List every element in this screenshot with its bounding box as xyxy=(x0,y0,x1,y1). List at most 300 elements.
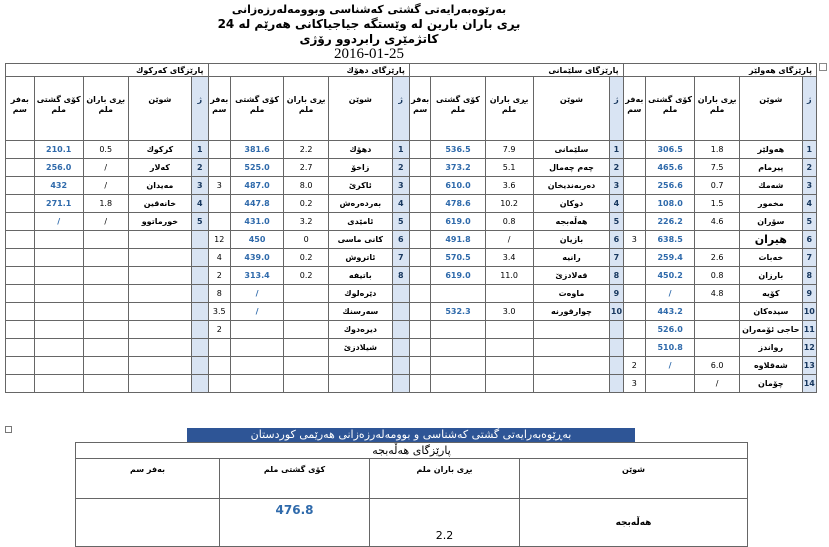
rain-cell: 0.7 xyxy=(695,177,740,195)
rainfall-sheet xyxy=(5,63,817,393)
total-cell: 570.5 xyxy=(431,249,485,267)
empty-cell xyxy=(533,339,610,357)
empty-cell xyxy=(431,375,485,393)
snow-cell xyxy=(623,249,645,267)
halabja-total: 476.8 xyxy=(220,499,370,547)
total-cell xyxy=(646,375,695,393)
empty-cell xyxy=(83,249,128,267)
total-cell: 491.8 xyxy=(431,231,485,249)
snow-cell xyxy=(409,195,430,213)
province-header: پارێزگای كەركوك xyxy=(6,64,209,77)
empty-cell xyxy=(485,339,533,357)
table-row xyxy=(6,357,817,375)
row-number: 10 xyxy=(610,303,623,321)
snow-cell xyxy=(6,195,35,213)
row-number xyxy=(392,303,409,321)
place-cell: ئاتروش xyxy=(329,249,392,267)
empty-cell xyxy=(610,375,623,393)
snow-cell xyxy=(623,213,645,231)
snow-header: بەفر سم xyxy=(6,77,35,141)
table-row xyxy=(6,231,817,249)
table-row xyxy=(6,285,817,303)
empty-cell xyxy=(192,357,208,375)
total-cell: 450 xyxy=(230,231,283,249)
place-cell: پیرمام xyxy=(740,159,802,177)
total-header: كۆی گشتی ملم xyxy=(230,77,283,141)
total-header: كۆی گشتی ملم xyxy=(34,77,83,141)
total-cell: 306.5 xyxy=(646,141,695,159)
column-header-row xyxy=(6,77,817,141)
row-number: 3 xyxy=(610,177,623,195)
rain-cell xyxy=(485,285,533,303)
total-cell: 108.0 xyxy=(646,195,695,213)
num-header: ژ xyxy=(392,77,409,141)
empty-cell xyxy=(6,285,35,303)
halabja-snow xyxy=(76,499,220,547)
empty-cell xyxy=(83,375,128,393)
snow-cell xyxy=(409,159,430,177)
rain-cell: / xyxy=(695,375,740,393)
report-title: بەرێوەبەرایەتی گشتی کەشناسی وبوومەلەرزەزانی xyxy=(231,3,507,16)
rain-cell: 10.2 xyxy=(485,195,533,213)
table-row xyxy=(6,267,817,285)
empty-cell xyxy=(128,339,191,357)
rain-cell: 1.8 xyxy=(83,195,128,213)
row-number: 6 xyxy=(392,231,409,249)
place-cell: بارزان xyxy=(740,267,802,285)
rain-cell: 0.2 xyxy=(284,249,329,267)
total-cell: 432 xyxy=(34,177,83,195)
table-row xyxy=(6,159,817,177)
empty-cell xyxy=(128,249,191,267)
halabja-place-header: شوێن xyxy=(520,459,748,499)
place-cell: قەلادزێ xyxy=(533,267,610,285)
row-number: 1 xyxy=(392,141,409,159)
snow-cell xyxy=(208,213,230,231)
row-number: 13 xyxy=(802,357,816,375)
snow-cell xyxy=(623,195,645,213)
rain-cell: 0.8 xyxy=(695,267,740,285)
place-cell: خورماتوو xyxy=(128,213,191,231)
num-header: ژ xyxy=(802,77,816,141)
report-subtitle xyxy=(209,17,529,47)
empty-cell xyxy=(6,339,35,357)
snow-header: بەفر سم xyxy=(623,77,645,141)
rain-cell xyxy=(695,303,740,321)
row-number: 8 xyxy=(802,267,816,285)
row-selector-icon[interactable] xyxy=(819,63,827,71)
place-cell: بازیان xyxy=(533,231,610,249)
row-number: 9 xyxy=(610,285,623,303)
place-cell: سلێمانی xyxy=(533,141,610,159)
rain-header: بڕی باران ملم xyxy=(83,77,128,141)
rain-cell: 3.6 xyxy=(485,177,533,195)
rain-cell: 3.2 xyxy=(284,213,329,231)
row-number: 5 xyxy=(802,213,816,231)
empty-cell xyxy=(34,267,83,285)
snow-cell xyxy=(208,339,230,357)
snow-cell xyxy=(6,177,35,195)
total-cell: 373.2 xyxy=(431,159,485,177)
place-cell: سۆران xyxy=(740,213,802,231)
snow-cell xyxy=(409,285,430,303)
table-row xyxy=(6,195,817,213)
table-row xyxy=(6,321,817,339)
place-cell: چەم چەمال xyxy=(533,159,610,177)
snow-cell xyxy=(623,267,645,285)
row-number: 2 xyxy=(610,159,623,177)
empty-cell xyxy=(610,357,623,375)
empty-cell xyxy=(409,357,430,375)
empty-cell xyxy=(431,357,485,375)
snow-cell: 8 xyxy=(208,285,230,303)
total-cell: 526.0 xyxy=(646,321,695,339)
snow-cell xyxy=(409,213,430,231)
empty-cell xyxy=(610,321,623,339)
total-cell: 226.2 xyxy=(646,213,695,231)
empty-cell xyxy=(34,357,83,375)
row-number: 2 xyxy=(802,159,816,177)
empty-cell xyxy=(284,357,329,375)
snow-header: بەفر سم xyxy=(208,77,230,141)
snow-cell xyxy=(208,195,230,213)
row-number xyxy=(392,339,409,357)
empty-cell xyxy=(34,375,83,393)
empty-cell xyxy=(329,357,392,375)
empty-cell xyxy=(192,267,208,285)
empty-cell xyxy=(83,321,128,339)
total-cell: 443.2 xyxy=(646,303,695,321)
halabja-table xyxy=(75,442,748,547)
empty-cell xyxy=(392,357,409,375)
rain-cell: 1.5 xyxy=(695,195,740,213)
halabja-rain-header: بڕی باران ملم xyxy=(370,459,520,499)
rain-cell xyxy=(695,321,740,339)
empty-cell xyxy=(329,375,392,393)
place-cell: كۆیە xyxy=(740,285,802,303)
table-row xyxy=(6,141,817,159)
empty-cell xyxy=(284,375,329,393)
place-cell: شەمك xyxy=(740,177,802,195)
row-number: 7 xyxy=(802,249,816,267)
total-cell: / xyxy=(34,213,83,231)
report-date: 2016-01-25 xyxy=(334,46,404,62)
empty-cell xyxy=(409,375,430,393)
row-number: 1 xyxy=(610,141,623,159)
snow-cell: 3 xyxy=(208,177,230,195)
total-cell: 478.6 xyxy=(431,195,485,213)
snow-cell xyxy=(6,159,35,177)
report-header xyxy=(209,2,529,62)
halabja-total-header: كۆی گشتی ملم xyxy=(220,459,370,499)
rain-cell: 2.6 xyxy=(695,249,740,267)
rain-cell xyxy=(695,231,740,249)
snow-cell: 3 xyxy=(623,231,645,249)
total-header: كۆی گشتی ملم xyxy=(646,77,695,141)
rain-header: بڕی باران ملم xyxy=(485,77,533,141)
empty-cell xyxy=(192,249,208,267)
row-number: 2 xyxy=(192,159,208,177)
rain-cell: 0.2 xyxy=(284,267,329,285)
rain-header: بڕی باران ملم xyxy=(284,77,329,141)
total-cell xyxy=(230,321,283,339)
province-header: پارێزگای سلێمانی xyxy=(409,64,623,77)
place-cell: هیران xyxy=(740,231,802,249)
empty-cell xyxy=(192,303,208,321)
snow-cell xyxy=(409,267,430,285)
province-header: پارێزگای هەولێر xyxy=(623,64,816,77)
row-number: 12 xyxy=(802,339,816,357)
rain-cell: 0.5 xyxy=(83,141,128,159)
empty-cell xyxy=(34,339,83,357)
rain-cell: 11.0 xyxy=(485,267,533,285)
snow-cell: 2 xyxy=(623,357,645,375)
place-cell: سیدەكان xyxy=(740,303,802,321)
empty-cell xyxy=(34,285,83,303)
row-number: 8 xyxy=(392,267,409,285)
place-cell: دەربەندیخان xyxy=(533,177,610,195)
total-cell xyxy=(230,339,283,357)
empty-cell xyxy=(128,303,191,321)
snow-cell xyxy=(623,141,645,159)
empty-cell xyxy=(192,339,208,357)
row-number: 7 xyxy=(392,249,409,267)
snow-cell: 4 xyxy=(208,249,230,267)
empty-cell xyxy=(6,303,35,321)
total-cell: 487.0 xyxy=(230,177,283,195)
place-cell: شەقلاوە xyxy=(740,357,802,375)
empty-cell xyxy=(431,339,485,357)
snow-cell xyxy=(409,249,430,267)
rain-cell: 7.9 xyxy=(485,141,533,159)
empty-cell xyxy=(485,321,533,339)
place-cell: ئامێدی xyxy=(329,213,392,231)
place-cell: مەیدان xyxy=(128,177,191,195)
row-number: 4 xyxy=(610,195,623,213)
total-cell: 619.0 xyxy=(431,267,485,285)
total-cell: 638.5 xyxy=(646,231,695,249)
halabja-title: پارێزگای هەڵەبجە xyxy=(76,443,748,459)
total-cell: 536.5 xyxy=(431,141,485,159)
rain-cell: 2.7 xyxy=(284,159,329,177)
snow-cell: 3 xyxy=(623,375,645,393)
table-row xyxy=(6,213,817,231)
place-cell: دوكان xyxy=(533,195,610,213)
total-header: كۆی گشتی ملم xyxy=(431,77,485,141)
snow-cell xyxy=(623,321,645,339)
total-cell: 259.4 xyxy=(646,249,695,267)
rain-cell: 3.0 xyxy=(485,303,533,321)
total-cell: 610.0 xyxy=(431,177,485,195)
empty-cell xyxy=(208,357,230,375)
num-header: ژ xyxy=(610,77,623,141)
snow-cell xyxy=(409,303,430,321)
place-header: شوێن xyxy=(329,77,392,141)
place-cell: هەولێر xyxy=(740,141,802,159)
snow-cell xyxy=(623,159,645,177)
total-cell: / xyxy=(646,357,695,375)
place-cell: رواندز xyxy=(740,339,802,357)
place-cell: سەرسنك xyxy=(329,303,392,321)
total-cell: / xyxy=(646,285,695,303)
rain-cell: 4.6 xyxy=(695,213,740,231)
snow-cell xyxy=(623,285,645,303)
place-cell: چوارقورنە xyxy=(533,303,610,321)
place-cell: كركوك xyxy=(128,141,191,159)
row-number: 10 xyxy=(802,303,816,321)
total-cell: 439.0 xyxy=(230,249,283,267)
row-number: 1 xyxy=(802,141,816,159)
empty-cell xyxy=(485,375,533,393)
place-cell: دهۆك xyxy=(329,141,392,159)
snow-cell xyxy=(623,303,645,321)
row-number: 6 xyxy=(802,231,816,249)
rain-cell: 8.0 xyxy=(284,177,329,195)
cell-anchor-icon xyxy=(5,426,12,433)
rain-cell xyxy=(284,321,329,339)
rainfall-table xyxy=(5,63,817,393)
rain-cell: 2.2 xyxy=(284,141,329,159)
row-number: 7 xyxy=(610,249,623,267)
empty-cell xyxy=(533,357,610,375)
table-row xyxy=(6,339,817,357)
rain-cell: 6.0 xyxy=(695,357,740,375)
row-number: 3 xyxy=(192,177,208,195)
rain-cell: 4.8 xyxy=(695,285,740,303)
num-header: ژ xyxy=(192,77,208,141)
rain-cell: 1.8 xyxy=(695,141,740,159)
place-cell: شیلادزێ xyxy=(329,339,392,357)
empty-cell xyxy=(6,375,35,393)
place-header: شوێن xyxy=(533,77,610,141)
total-cell: 381.6 xyxy=(230,141,283,159)
empty-cell xyxy=(533,375,610,393)
place-header: شوێن xyxy=(128,77,191,141)
row-number: 4 xyxy=(392,195,409,213)
rain-cell: 0 xyxy=(284,231,329,249)
total-cell: 525.0 xyxy=(230,159,283,177)
total-cell: / xyxy=(230,285,283,303)
place-cell: رانیە xyxy=(533,249,610,267)
total-cell: 313.4 xyxy=(230,267,283,285)
empty-cell xyxy=(128,231,191,249)
row-number: 5 xyxy=(192,213,208,231)
empty-cell xyxy=(83,285,128,303)
empty-cell xyxy=(409,339,430,357)
rain-cell: / xyxy=(485,231,533,249)
snow-cell xyxy=(409,141,430,159)
place-cell: باتیفە xyxy=(329,267,392,285)
place-cell: خەبات xyxy=(740,249,802,267)
total-cell: 532.3 xyxy=(431,303,485,321)
total-cell: 256.0 xyxy=(34,159,83,177)
empty-cell xyxy=(409,321,430,339)
snow-cell: 12 xyxy=(208,231,230,249)
empty-cell xyxy=(83,267,128,285)
org-banner: بەڕێوەبەرایەتی گشتی کەشناسی و بوومەلەرزەزانی هەرێمی کوردستان xyxy=(187,428,635,442)
total-cell: 465.6 xyxy=(646,159,695,177)
row-number: 9 xyxy=(802,285,816,303)
halabja-snow-header: بەفر سم xyxy=(76,459,220,499)
empty-cell xyxy=(128,267,191,285)
total-cell xyxy=(431,285,485,303)
halabja-place: هەڵەبجە xyxy=(520,499,748,547)
empty-cell xyxy=(128,357,191,375)
row-number: 5 xyxy=(392,213,409,231)
rain-cell: 5.1 xyxy=(485,159,533,177)
rain-cell xyxy=(695,339,740,357)
total-cell: 447.8 xyxy=(230,195,283,213)
row-number: 5 xyxy=(610,213,623,231)
table-row xyxy=(6,375,817,393)
row-number: 6 xyxy=(610,231,623,249)
empty-cell xyxy=(230,375,283,393)
rain-header: بڕی باران ملم xyxy=(695,77,740,141)
empty-cell xyxy=(192,231,208,249)
place-cell: چۆمان xyxy=(740,375,802,393)
place-cell: دیرەدوك xyxy=(329,321,392,339)
total-cell: 619.0 xyxy=(431,213,485,231)
rain-cell: / xyxy=(83,177,128,195)
snow-cell xyxy=(208,159,230,177)
row-number: 8 xyxy=(610,267,623,285)
rain-cell: / xyxy=(83,213,128,231)
snow-cell xyxy=(623,339,645,357)
snow-cell xyxy=(6,141,35,159)
empty-cell xyxy=(6,267,35,285)
table-row xyxy=(6,303,817,321)
empty-cell xyxy=(208,375,230,393)
place-cell: حاجی ئۆمەران xyxy=(740,321,802,339)
empty-cell xyxy=(128,375,191,393)
total-cell: 431.0 xyxy=(230,213,283,231)
snow-cell xyxy=(208,141,230,159)
empty-cell xyxy=(128,285,191,303)
empty-cell xyxy=(192,285,208,303)
rain-cell: / xyxy=(83,159,128,177)
empty-cell xyxy=(6,321,35,339)
total-cell: 210.1 xyxy=(34,141,83,159)
rain-cell xyxy=(284,303,329,321)
halabja-rain: 2.2 xyxy=(370,499,520,547)
snow-cell: 2 xyxy=(208,321,230,339)
row-number: 3 xyxy=(392,177,409,195)
place-cell: بەردەرەش xyxy=(329,195,392,213)
row-number: 1 xyxy=(192,141,208,159)
row-number xyxy=(392,321,409,339)
snow-cell xyxy=(409,177,430,195)
empty-cell xyxy=(34,303,83,321)
rain-cell xyxy=(284,285,329,303)
snow-header: بەفر سم xyxy=(409,77,430,141)
empty-cell xyxy=(83,231,128,249)
place-cell: خانەقین xyxy=(128,195,191,213)
empty-cell xyxy=(610,339,623,357)
rain-cell xyxy=(284,339,329,357)
empty-cell xyxy=(431,321,485,339)
empty-cell xyxy=(485,357,533,375)
snow-cell xyxy=(6,213,35,231)
total-cell: 450.2 xyxy=(646,267,695,285)
empty-cell xyxy=(128,321,191,339)
row-number: 14 xyxy=(802,375,816,393)
total-cell: 510.8 xyxy=(646,339,695,357)
empty-cell xyxy=(34,321,83,339)
row-number: 4 xyxy=(192,195,208,213)
empty-cell xyxy=(83,357,128,375)
row-number: 2 xyxy=(392,159,409,177)
row-number: 4 xyxy=(802,195,816,213)
